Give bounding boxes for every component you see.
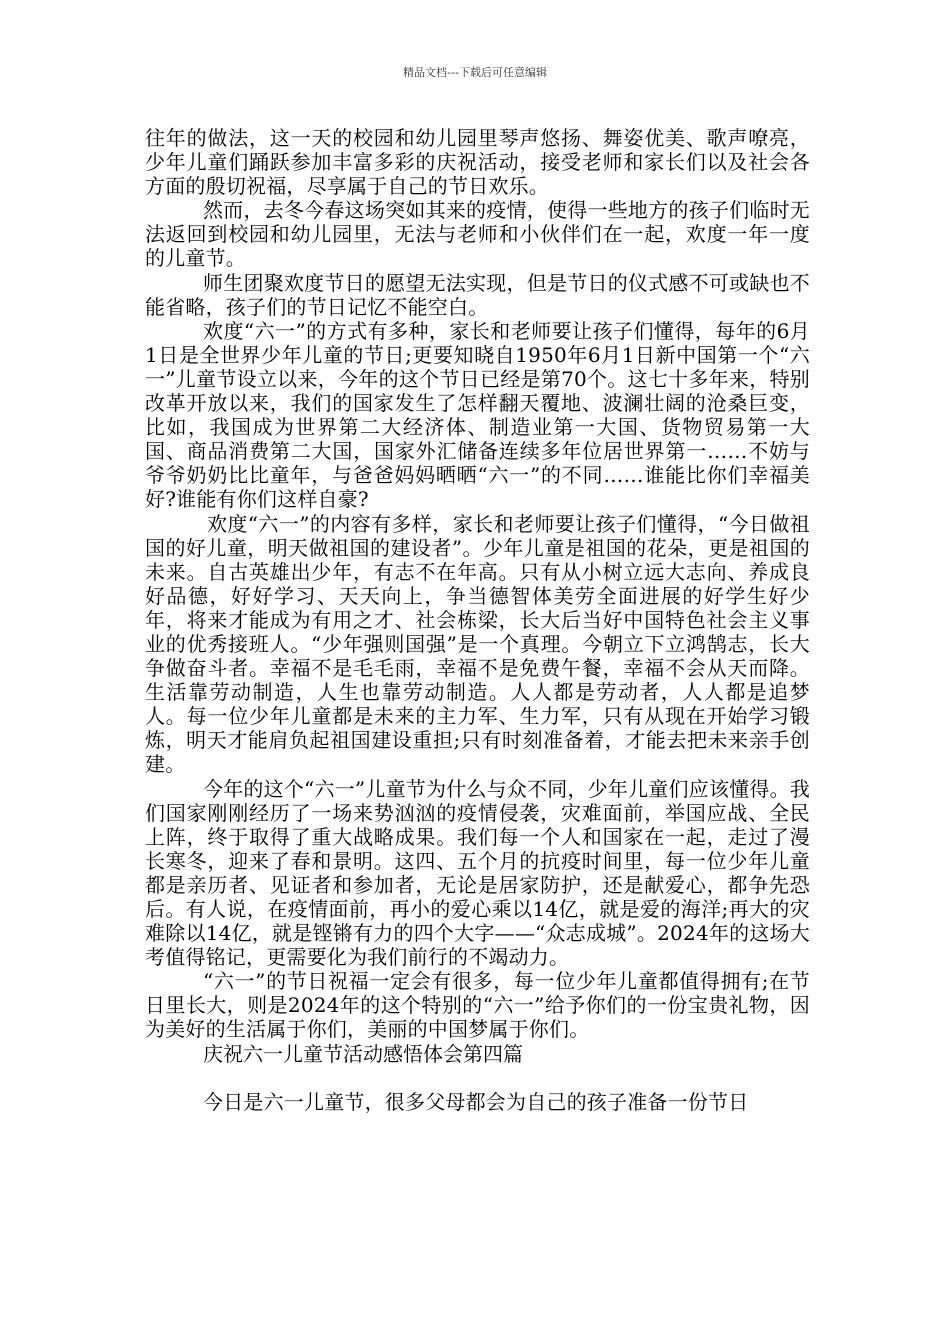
paragraph-3: 师生团聚欢度节日的愿望无法实现，但是节日的仪式感不可或缺也不能省略，孩子们的节日记忆不能空白。 [145,270,810,319]
section-title: 庆祝六一儿童节活动感悟体会第四篇 [203,1041,523,1066]
blank-line [145,1066,810,1090]
paragraph-1: 往年的做法，这一天的校园和幼儿园里琴声悠扬、舞姿优美、歌声嘹亮，少年儿童们踊跃参加丰富多彩的庆祝活动，接受老师和家长们以及社会各方面的殷切祝福，尽享属于自己的节日欢乐。 [145,126,810,199]
paragraph-6: 今年的这个“六一”儿童节为什么与众不同，少年儿童们应该懂得。我们国家刚刚经历了一场来势汹汹的疫情侵袭，灾难面前，举国应战、全民上阵，终于取得了重大战略成果。我们每一个人和国家在一起，走过了漫长寒冬，迎来了春和景明。这四、五个月的抗疫时间里，每一位少年儿童都是亲历者、见证者和参加者，无论是居家防护，还是献爱心，都争先恐后。有人说，在疫情面前，再小的爱心乘以14亿，就是爱的海洋;再大的灾难除以14亿，就是铿锵有力的四个大字——“众志成城”。2024年的这场大考值得铭记，更需要化为我们前行的不竭动力。 [145,776,810,970]
document-body [145,126,810,1114]
paragraph-7: “六一”的节日祝福一定会有很多，每一位少年儿童都值得拥有;在节日里长大，则是2024年的这个特别的“六一”给予你们的一份宝贵礼物，因为美好的生活属于你们，美丽的中国梦属于你们。 [145,969,810,1042]
paragraph-4: 欢度“六一”的方式有多种，家长和老师要让孩子们懂得，每年的6月1日是全世界少年儿童的节日;更要知晓自1950年6月1日新中国第一个“六一”儿童节设立以来，今年的这个节日已经是第70个。这七十多年来，特别改革开放以来，我们的国家发生了怎样翻天覆地、波澜壮阔的沧桑巨变，比如，我国成为世界第二大经济体、制造业第一大国、货物贸易第一大国、商品消费第二大国，国家外汇储备连续多年位居世界第一……不妨与爷爷奶奶比比童年，与爸爸妈妈晒晒“六一”的不同……谁能比你们幸福美好?谁能有你们这样自豪? [145,318,810,512]
paragraph-5: 欢度“六一”的内容有多样，家长和老师要让孩子们懂得，“今日做祖国的好儿童，明天做祖国的建设者”。少年儿童是祖国的花朵，更是祖国的未来。自古英雄出少年，有志不在年高。只有从小树立远大志向、养成良好品德，好好学习、天天向上，争当德智体美劳全面进展的好学生好少年，将来才能成为有用之才、社会栋梁，长大后当好中国特色社会主义事业的优秀接班人。“少年强则国强”是一个真理。今朝立下立鸿鹄志，长大争做奋斗者。幸福不是毛毛雨，幸福不是免费午餐，幸福不会从天而降。生活靠劳动制造，人生也靠劳动制造。人人都是劳动者，人人都是追梦人。每一位少年儿童都是未来的主力军、生力军，只有从现在开始学习锻炼，明天才能肩负起祖国建设重担;只有时刻准备着，才能去把未来亲手创建。 [145,511,810,777]
page-header: 精品文档---下载后可任意编辑 [403,66,547,79]
paragraph-2: 然而，去冬今春这场突如其来的疫情，使得一些地方的孩子们临时无法返回到校园和幼儿园里，无法与老师和小伙伴们在一起，欢度一年一度的儿童节。 [145,198,810,271]
closing-paragraph: 今日是六一儿童节，很多父母都会为自己的孩子准备一份节日 [203,1089,749,1114]
